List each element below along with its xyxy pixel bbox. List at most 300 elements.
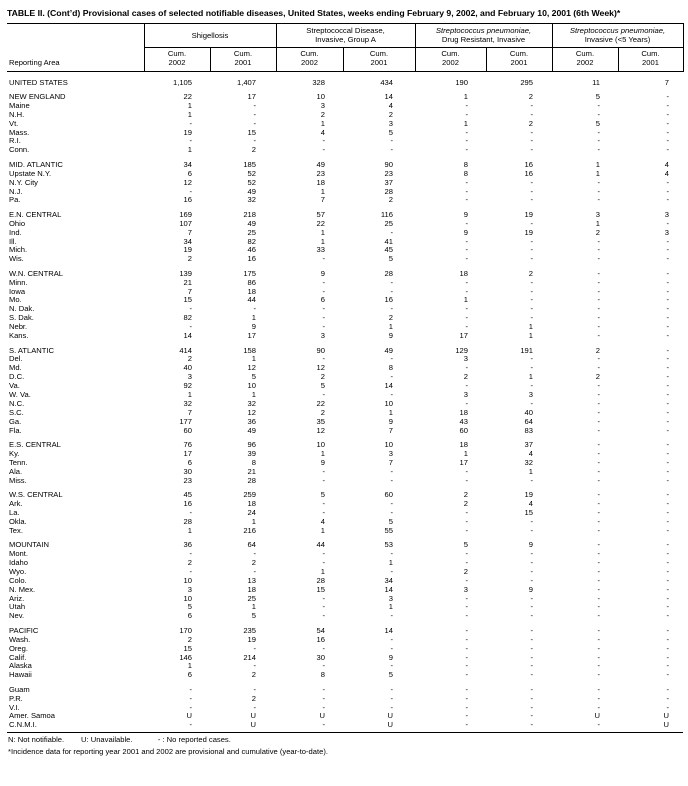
row-value-col1: - bbox=[189, 684, 192, 694]
row-value-col7: - bbox=[597, 540, 600, 550]
row-value-col1: 1 bbox=[187, 525, 192, 535]
row-area-label: Kans. bbox=[9, 331, 29, 341]
row-value-col4: 9 bbox=[388, 416, 393, 426]
row-area-label: Tenn. bbox=[9, 457, 28, 467]
table-row bbox=[7, 436, 683, 450]
row-value-col5: 129 bbox=[455, 345, 468, 355]
row-value-col8: - bbox=[666, 425, 669, 435]
row-area-label: Wis. bbox=[9, 254, 24, 264]
row-value-col5: 2 bbox=[463, 372, 468, 382]
row-value-col7: 11 bbox=[592, 77, 600, 87]
row-value-col7: - bbox=[597, 363, 600, 373]
row-value-col5: 3 bbox=[463, 354, 468, 364]
row-value-col5: - bbox=[465, 177, 468, 187]
row-value-col5: 17 bbox=[459, 331, 468, 341]
row-value-col1: 5 bbox=[187, 602, 192, 612]
row-area-label: Ga. bbox=[9, 416, 22, 426]
row-value-col7: 5 bbox=[595, 118, 600, 128]
row-value-col7: 5 bbox=[595, 91, 600, 101]
row-value-col7: 2 bbox=[595, 372, 600, 382]
row-value-col7: - bbox=[597, 425, 600, 435]
header-corner-cell bbox=[7, 24, 144, 48]
row-area-label: Pa. bbox=[9, 195, 21, 205]
row-value-col5: 5 bbox=[463, 540, 468, 550]
row-value-col5: - bbox=[465, 575, 468, 585]
table-row bbox=[7, 712, 683, 721]
row-value-col1: 21 bbox=[183, 277, 192, 287]
table-row bbox=[7, 645, 683, 654]
row-value-col8: - bbox=[666, 557, 669, 567]
row-value-col3: - bbox=[322, 145, 325, 155]
row-value-col3: 28 bbox=[316, 575, 325, 585]
row-value-col2: 218 bbox=[243, 209, 256, 219]
row-area-label: Ohio bbox=[9, 218, 26, 228]
row-value-col1: 32 bbox=[183, 398, 192, 408]
row-area-label: C.N.M.I. bbox=[7, 721, 144, 732]
row-value-col8: - bbox=[666, 507, 669, 517]
row-value-col7: - bbox=[597, 398, 600, 408]
row-area-label: Fla. bbox=[9, 425, 22, 435]
table-row bbox=[7, 654, 683, 663]
row-area-label: Md. bbox=[9, 363, 22, 373]
row-value-col8: - bbox=[666, 575, 669, 585]
row-value-col2: - bbox=[253, 136, 256, 146]
row-value-col1: 30 bbox=[183, 466, 192, 476]
table-row bbox=[7, 205, 683, 219]
row-value-col6: - bbox=[530, 611, 533, 621]
row-value-col2: 49 bbox=[247, 425, 256, 435]
table-row bbox=[7, 155, 683, 169]
row-value-col7: - bbox=[597, 313, 600, 323]
row-value-col3: - bbox=[322, 643, 325, 653]
row-value-col2: 25 bbox=[247, 227, 256, 237]
table-row bbox=[7, 323, 683, 332]
row-value-col6: 83 bbox=[524, 425, 533, 435]
row-value-col4: - bbox=[390, 702, 393, 712]
row-value-col6: - bbox=[530, 354, 533, 364]
row-value-col7: - bbox=[597, 390, 600, 400]
row-value-col8: - bbox=[666, 136, 669, 146]
header-group-strep-disease bbox=[276, 24, 415, 48]
table-row bbox=[7, 459, 683, 468]
row-value-col1: 7 bbox=[187, 227, 192, 237]
row-value-col5: 1 bbox=[463, 118, 468, 128]
row-value-col6: 16 bbox=[524, 159, 533, 169]
row-value-col8: - bbox=[666, 684, 669, 694]
row-value-col7: - bbox=[597, 652, 600, 662]
row-value-col1: 45 bbox=[183, 490, 192, 500]
row-value-col5: 2 bbox=[463, 499, 468, 508]
header-group-strep-pneu-under5 bbox=[552, 24, 683, 48]
row-value-col5: - bbox=[465, 398, 468, 408]
row-area-label: Iowa bbox=[9, 286, 26, 296]
row-value-col6: 295 bbox=[520, 77, 533, 87]
row-area-label: Idaho bbox=[9, 557, 29, 567]
row-value-col8: - bbox=[666, 127, 669, 137]
row-value-col6: 32 bbox=[524, 457, 533, 467]
row-area-label: Mass. bbox=[9, 127, 30, 137]
row-value-col8: - bbox=[666, 549, 669, 559]
header-reporting-area: Reporting Area bbox=[7, 48, 144, 72]
row-value-col6: 37 bbox=[524, 440, 533, 450]
row-value-col6: - bbox=[530, 602, 533, 612]
row-value-col8: - bbox=[666, 634, 669, 644]
row-area-label: Guam bbox=[9, 684, 30, 694]
row-value-col5: 9 bbox=[463, 209, 468, 219]
row-area-label: Upstate N.Y. bbox=[9, 168, 52, 178]
row-value-col4: - bbox=[390, 304, 393, 314]
row-area-label: N.C. bbox=[9, 398, 25, 408]
row-value-col4: 2 bbox=[388, 313, 393, 323]
row-value-col5: 8 bbox=[463, 168, 468, 178]
row-value-col2: 1 bbox=[251, 516, 256, 526]
row-value-col7: - bbox=[597, 381, 600, 391]
row-value-col4: - bbox=[390, 566, 393, 576]
header-sub-row bbox=[7, 48, 683, 72]
row-value-col1: 22 bbox=[183, 91, 192, 101]
row-value-col4: 4 bbox=[388, 100, 393, 110]
row-value-col4: 60 bbox=[384, 490, 393, 500]
row-value-col7: 1 bbox=[595, 218, 600, 228]
row-value-col5: - bbox=[465, 652, 468, 662]
row-area-label: Alaska bbox=[9, 661, 32, 671]
header-group-strep-disease-line1: Streptococcal Disease, bbox=[306, 26, 385, 36]
row-value-col3: 4 bbox=[320, 516, 325, 526]
row-value-col5: - bbox=[465, 245, 468, 255]
row-value-col7: - bbox=[597, 684, 600, 694]
row-value-col6: 2 bbox=[528, 91, 533, 101]
row-value-col3: 30 bbox=[316, 652, 325, 662]
row-value-col4: 53 bbox=[384, 540, 393, 550]
row-value-col6: 4 bbox=[528, 448, 533, 458]
row-value-col3: - bbox=[322, 354, 325, 364]
row-value-col2: 64 bbox=[247, 540, 256, 550]
row-value-col3: 12 bbox=[316, 425, 325, 435]
row-value-col7: - bbox=[597, 331, 600, 341]
row-value-col3: 16 bbox=[316, 634, 325, 644]
row-value-col8: - bbox=[666, 218, 669, 228]
row-value-col3: 1 bbox=[320, 236, 325, 246]
row-value-col1: 6 bbox=[187, 457, 192, 467]
row-area-label: Oreg. bbox=[9, 643, 28, 653]
row-value-col3: 1 bbox=[320, 525, 325, 535]
row-value-col3: - bbox=[322, 313, 325, 323]
table-row bbox=[7, 568, 683, 577]
row-value-col6: - bbox=[530, 475, 533, 485]
row-area-label: La. bbox=[9, 507, 20, 517]
row-value-col4: - bbox=[390, 136, 393, 146]
row-value-col7: - bbox=[597, 611, 600, 621]
row-value-col8: - bbox=[666, 354, 669, 364]
row-value-col2: U bbox=[210, 721, 276, 732]
row-value-col2: 21 bbox=[247, 466, 256, 476]
row-value-col6: 3 bbox=[528, 390, 533, 400]
row-value-col4: 2 bbox=[388, 195, 393, 205]
row-value-col3: 1 bbox=[320, 448, 325, 458]
row-value-col4: 9 bbox=[388, 331, 393, 341]
row-value-col1: 28 bbox=[183, 516, 192, 526]
row-value-col7: - bbox=[597, 702, 600, 712]
table-row bbox=[7, 364, 683, 373]
table-row bbox=[7, 527, 683, 536]
table-row bbox=[7, 305, 683, 314]
row-value-col1: 7 bbox=[187, 286, 192, 296]
table-row bbox=[7, 229, 683, 238]
row-value-col2: 10 bbox=[247, 381, 256, 391]
row-area-label: Ky. bbox=[9, 448, 20, 458]
row-value-col2: 86 bbox=[247, 277, 256, 287]
table-row bbox=[7, 418, 683, 427]
row-value-col3: - bbox=[322, 277, 325, 287]
row-value-col7: - bbox=[597, 643, 600, 653]
row-value-col6: - bbox=[530, 245, 533, 255]
row-value-col7: - bbox=[597, 593, 600, 603]
row-value-col7: - bbox=[597, 625, 600, 635]
table-row bbox=[7, 196, 683, 205]
row-value-col8: - bbox=[666, 177, 669, 187]
table-row bbox=[7, 536, 683, 550]
row-value-col6: - bbox=[530, 661, 533, 671]
row-value-col7: - bbox=[597, 661, 600, 671]
row-value-col2: 2 bbox=[251, 145, 256, 155]
row-value-col2: 2 bbox=[251, 693, 256, 703]
row-value-col2: - bbox=[253, 643, 256, 653]
row-value-col4: 34 bbox=[384, 575, 393, 585]
row-value-col8: - bbox=[666, 331, 669, 341]
row-value-col4: 8 bbox=[388, 363, 393, 373]
row-value-col8: - bbox=[666, 584, 669, 594]
row-value-col5: 1 bbox=[463, 295, 468, 305]
row-value-col5: - bbox=[465, 634, 468, 644]
row-value-col2: 1,407 bbox=[236, 77, 256, 87]
row-value-col8: - bbox=[666, 702, 669, 712]
table-row bbox=[7, 509, 683, 518]
row-value-col8: - bbox=[666, 245, 669, 255]
header-col-shigellosis-2002: Cum. 2002 bbox=[144, 48, 210, 72]
row-value-col5: - bbox=[465, 525, 468, 535]
row-value-col2: 32 bbox=[247, 195, 256, 205]
table-row bbox=[7, 550, 683, 559]
row-value-col8: - bbox=[666, 304, 669, 314]
row-value-col3: 54 bbox=[316, 625, 325, 635]
table-row bbox=[7, 87, 683, 101]
row-value-col4: - bbox=[390, 507, 393, 517]
row-area-label: N.J. bbox=[9, 186, 23, 196]
row-value-col2: 18 bbox=[247, 584, 256, 594]
row-value-col4: - bbox=[390, 634, 393, 644]
row-value-col2: 49 bbox=[247, 186, 256, 196]
row-value-col6: 2 bbox=[528, 118, 533, 128]
table-row bbox=[7, 188, 683, 197]
header-group-shigellosis bbox=[144, 24, 276, 48]
row-value-col3: - bbox=[322, 693, 325, 703]
row-value-col1: 76 bbox=[183, 440, 192, 450]
row-value-col4: 2 bbox=[388, 109, 393, 119]
row-value-col1: 6 bbox=[187, 611, 192, 621]
row-value-col7: - bbox=[597, 286, 600, 296]
row-value-col5: - bbox=[465, 236, 468, 246]
row-value-col4: 9 bbox=[388, 652, 393, 662]
row-value-col6: - bbox=[530, 652, 533, 662]
table-row bbox=[7, 486, 683, 500]
row-value-col8: - bbox=[666, 466, 669, 476]
table-row bbox=[7, 450, 683, 459]
row-value-col4: 1 bbox=[388, 602, 393, 612]
row-area-label: Wyo. bbox=[9, 566, 27, 576]
row-value-col4: 16 bbox=[384, 295, 393, 305]
row-value-col2: 52 bbox=[247, 177, 256, 187]
table-row bbox=[7, 238, 683, 247]
row-value-col8: - bbox=[666, 372, 669, 382]
row-value-col4: 434 bbox=[380, 77, 393, 87]
row-value-col1: 19 bbox=[183, 127, 192, 137]
row-value-col4: 90 bbox=[384, 159, 393, 169]
row-value-col2: 5 bbox=[251, 372, 256, 382]
row-value-col8: - bbox=[666, 661, 669, 671]
row-value-col4: 7 bbox=[388, 425, 393, 435]
row-value-col4: 25 bbox=[384, 218, 393, 228]
row-value-col2: 185 bbox=[243, 159, 256, 169]
row-value-col2: 158 bbox=[243, 345, 256, 355]
row-value-col1: 82 bbox=[183, 313, 192, 323]
row-area-label: Amer. Samoa bbox=[9, 711, 56, 721]
row-value-col5: - bbox=[465, 109, 468, 119]
row-value-col2: - bbox=[253, 549, 256, 559]
row-value-col2: 175 bbox=[243, 268, 256, 278]
row-value-col6: - bbox=[486, 721, 552, 732]
row-value-col1: 414 bbox=[179, 345, 192, 355]
row-value-col8: - bbox=[666, 295, 669, 305]
row-value-col4: 5 bbox=[388, 516, 393, 526]
row-value-col8: - bbox=[666, 440, 669, 450]
row-value-col8: - bbox=[666, 407, 669, 417]
row-value-col6: - bbox=[530, 566, 533, 576]
header-group-strep-disease-line2: Invasive, Group A bbox=[315, 35, 376, 45]
row-value-col5: - bbox=[465, 136, 468, 146]
table-row bbox=[7, 72, 683, 88]
row-area-label: Ark. bbox=[9, 499, 23, 508]
table-row bbox=[7, 146, 683, 155]
row-value-col5: - bbox=[465, 661, 468, 671]
row-area-label: S.C. bbox=[9, 407, 24, 417]
row-value-col8: - bbox=[666, 118, 669, 128]
row-value-col5: 18 bbox=[459, 407, 468, 417]
row-value-col8: 4 bbox=[664, 168, 669, 178]
row-value-col2: 16 bbox=[247, 254, 256, 264]
row-value-col7: - bbox=[597, 602, 600, 612]
row-value-col1: 14 bbox=[183, 331, 192, 341]
row-area-label: N. Dak. bbox=[9, 304, 35, 314]
row-value-col2: 18 bbox=[247, 286, 256, 296]
row-value-col3: 1 bbox=[320, 227, 325, 237]
row-area-label: V.I. bbox=[9, 702, 20, 712]
row-value-col3: 2 bbox=[320, 407, 325, 417]
row-value-col3: 6 bbox=[320, 295, 325, 305]
table-row bbox=[7, 595, 683, 604]
row-value-col4: - bbox=[390, 145, 393, 155]
row-value-col4: - bbox=[390, 227, 393, 237]
row-value-col5: - bbox=[465, 693, 468, 703]
row-value-col8: - bbox=[666, 475, 669, 485]
row-value-col6: - bbox=[530, 702, 533, 712]
row-value-col3: 3 bbox=[320, 331, 325, 341]
row-value-col4: U bbox=[343, 721, 415, 732]
header-col-drug-resistant-2002: Cum. 2002 bbox=[415, 48, 486, 72]
row-value-col7: - bbox=[597, 440, 600, 450]
row-value-col3: - bbox=[322, 254, 325, 264]
row-value-col7: - bbox=[597, 507, 600, 517]
row-value-col6: - bbox=[530, 254, 533, 264]
row-value-col6: - bbox=[530, 525, 533, 535]
row-value-col7: - bbox=[597, 566, 600, 576]
row-value-col3: 22 bbox=[316, 218, 325, 228]
row-value-col1: 40 bbox=[183, 363, 192, 373]
row-value-col8: 3 bbox=[664, 209, 669, 219]
row-value-col4: - bbox=[390, 643, 393, 653]
row-value-col1: - bbox=[189, 702, 192, 712]
row-value-col6: 1 bbox=[528, 466, 533, 476]
row-value-col8: 4 bbox=[664, 159, 669, 169]
row-value-col7: - bbox=[597, 634, 600, 644]
row-value-col1: 16 bbox=[183, 195, 192, 205]
row-value-col3: 33 bbox=[316, 245, 325, 255]
row-value-col2: 17 bbox=[247, 331, 256, 341]
header-group-strep-pneu-under5-line2: Invasive (<5 Years) bbox=[584, 35, 651, 45]
row-value-col1: U bbox=[186, 711, 192, 721]
row-area-label: Conn. bbox=[9, 145, 30, 155]
row-value-col8: - bbox=[666, 286, 669, 296]
row-value-col6: 1 bbox=[528, 372, 533, 382]
row-value-col3: - bbox=[322, 661, 325, 671]
row-value-col8: - bbox=[666, 593, 669, 603]
row-area-label: R.I. bbox=[9, 136, 21, 146]
row-value-col5: - bbox=[465, 313, 468, 323]
notifiable-diseases-table bbox=[7, 23, 684, 732]
row-value-col4: 28 bbox=[384, 186, 393, 196]
row-value-col6: - bbox=[530, 186, 533, 196]
row-area-label: Calif. bbox=[9, 652, 27, 662]
row-value-col7: - bbox=[597, 457, 600, 467]
row-value-col6: - bbox=[530, 684, 533, 694]
row-value-col4: - bbox=[390, 354, 393, 364]
row-value-col2: 15 bbox=[247, 127, 256, 137]
table-row bbox=[7, 246, 683, 255]
page-title: TABLE II. (Cont’d) Provisional cases of selected notifiable diseases, United States, weeks ending February 9, 2002, and February 10, 2001 (6th Week)* bbox=[7, 8, 621, 18]
row-value-col5: - bbox=[465, 304, 468, 314]
row-value-col7: - bbox=[597, 295, 600, 305]
row-value-col6: 15 bbox=[524, 507, 533, 517]
row-area-label: Maine bbox=[9, 100, 30, 110]
row-value-col3: 328 bbox=[312, 77, 325, 87]
row-value-col5: 18 bbox=[459, 268, 468, 278]
table-row bbox=[7, 120, 683, 129]
table-row bbox=[7, 391, 683, 400]
row-value-col1: 1 bbox=[187, 390, 192, 400]
row-value-col6: - bbox=[530, 516, 533, 526]
row-area-label: Ind. bbox=[9, 227, 22, 237]
header-col-strep-disease-2002: Cum. 2002 bbox=[276, 48, 343, 72]
row-value-col1: 2 bbox=[187, 354, 192, 364]
row-value-col7: - bbox=[597, 245, 600, 255]
table-row bbox=[7, 296, 683, 305]
header-group-shigellosis-line1: Shigellosis bbox=[191, 30, 229, 40]
row-value-col4: 116 bbox=[380, 209, 393, 219]
row-value-col1: 17 bbox=[183, 448, 192, 458]
row-area-label: Minn. bbox=[9, 277, 28, 287]
row-value-col3: 18 bbox=[316, 177, 325, 187]
row-value-col7: - bbox=[597, 584, 600, 594]
row-value-col3: 9 bbox=[320, 457, 325, 467]
